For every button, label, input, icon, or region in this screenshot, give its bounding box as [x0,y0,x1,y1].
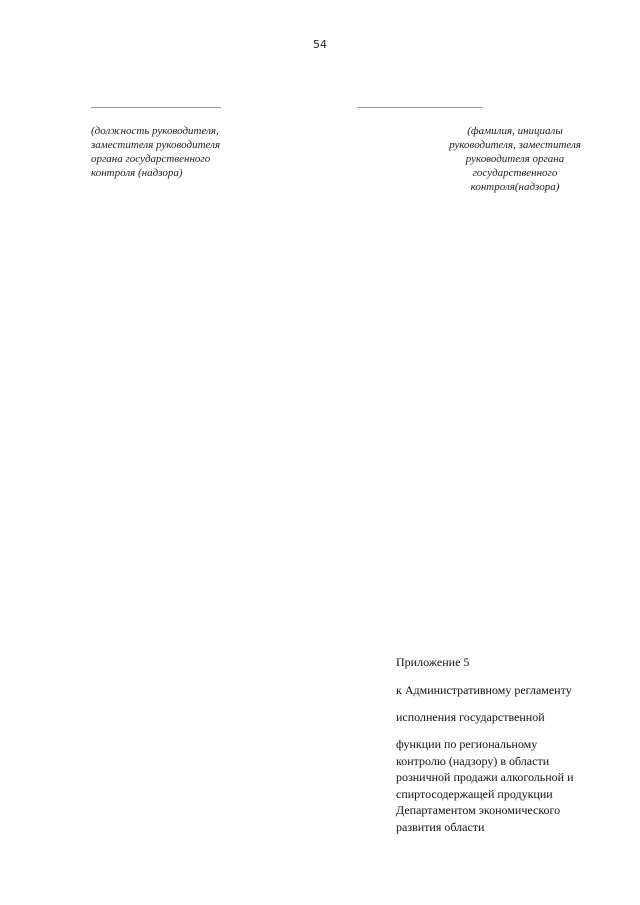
signature-line-name [357,107,483,108]
caption-line: заместителя руководителя [91,139,221,151]
caption-line: руководителя органа [465,153,565,165]
appendix-title: Приложение 5 [396,655,470,669]
appendix-header [396,655,616,835]
page-number: 54 [313,38,327,51]
appendix-description-line: функции по региональному [396,737,538,751]
appendix-line: исполнения государственной [396,710,545,724]
appendix-description-line: развития области [396,819,485,834]
appendix-line: к Административному регламенту [396,683,572,697]
appendix-description-line: розничной продажи алкогольной и [396,770,574,784]
caption-line: органа государственного [91,153,211,165]
caption-line: контроля (надзора) [91,167,183,179]
appendix-description-line: контролю (надзору) в области [396,753,550,768]
caption-line: (фамилия, инициалы [467,125,563,137]
name-caption [430,124,600,194]
signature-line-position [91,107,221,108]
caption-line: контроля(надзора) [470,181,560,193]
position-caption [91,124,261,180]
caption-line: государственного [472,167,558,179]
appendix-description-line: Департаментом экономического [396,803,561,817]
caption-line: (должность руководителя, [91,125,219,137]
appendix-description [396,736,616,835]
appendix-description-line: спиртосодержащей продукции [396,786,553,801]
caption-line: руководителя, заместителя [449,139,581,151]
